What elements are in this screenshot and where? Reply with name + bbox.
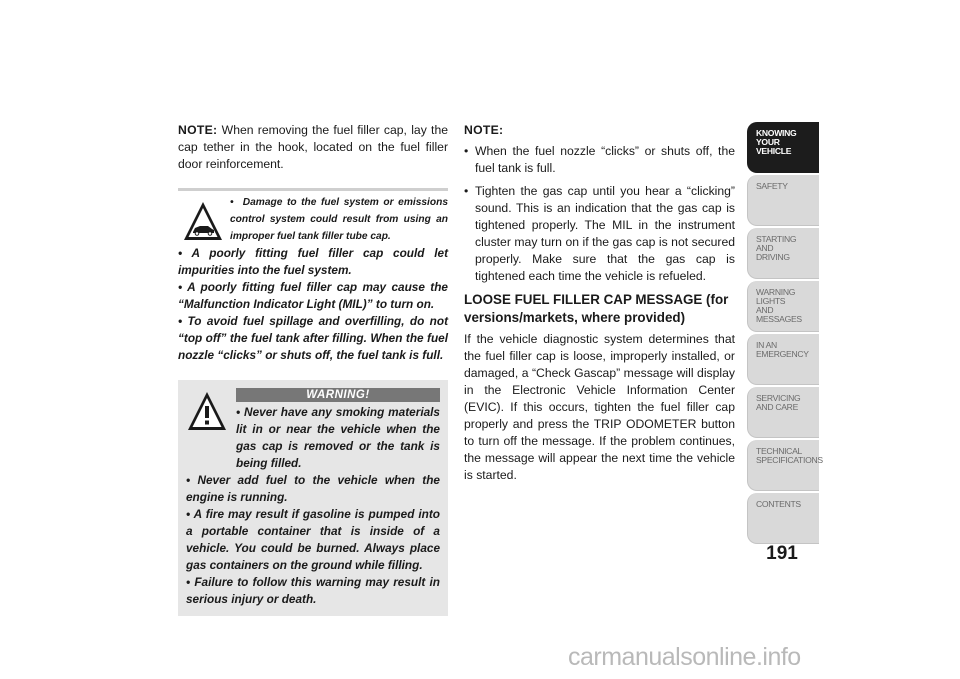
list-item: • Tighten the gas cap until you hear a “clicking” sound. This is an indication that the gas cap is tightened properly. The MIL in the instrument cluster may turn on if the gas cap is not secured properly. Make sure that the gas cap is tightened each time the vehicle is refueled. bbox=[464, 184, 735, 283]
chapter-tabs bbox=[747, 122, 823, 546]
caution-header bbox=[178, 188, 448, 245]
warning-first-item: • Never have any smoking materials lit in or near the vehicle when the gas cap is removed or the tank is being filled. bbox=[236, 405, 440, 470]
warning-item: • A fire may result if gasoline is pumped into a portable container that is inside of a vehicle. You could be burned. Always place gas containers on the ground while filling. bbox=[186, 507, 440, 572]
caution-car-warning-icon bbox=[182, 200, 224, 242]
tab-knowing-your-vehicle[interactable]: KNOWING YOUR VEHICLE bbox=[747, 122, 819, 173]
tab-in-an-emergency[interactable]: IN AN EMERGENCY bbox=[747, 334, 819, 385]
note-label: NOTE: bbox=[178, 123, 218, 137]
page-number: 191 bbox=[766, 543, 798, 564]
warning-item: • Never add fuel to the vehicle when the engine is running. bbox=[186, 473, 440, 504]
warning-item: • Failure to follow this warning may result in serious injury or death. bbox=[186, 575, 441, 606]
note-bullet-list bbox=[464, 143, 735, 285]
right-column bbox=[464, 122, 735, 484]
warning-block bbox=[178, 380, 448, 616]
left-column bbox=[178, 122, 448, 616]
list-item: • When the fuel nozzle “clicks” or shuts off, the fuel tank is full. bbox=[464, 144, 735, 175]
caution-item: • A poorly fitting fuel filler cap could let impurities into the fuel system. bbox=[178, 246, 448, 277]
note-text: When removing the fuel filler cap, lay the cap tether in the hook, located on the fuel filler door reinforcement. bbox=[178, 123, 448, 171]
tab-starting-and-driving[interactable]: STARTING AND DRIVING bbox=[747, 228, 819, 279]
warning-exclamation-icon bbox=[186, 390, 228, 432]
caution-item: • To avoid fuel spillage and overfilling, do not “top off” the fuel tank after filling. When the fuel nozzle “clicks” or shuts off, the fuel tank is full. bbox=[178, 314, 448, 362]
note-heading: NOTE: bbox=[464, 123, 504, 137]
warning-title: WARNING! bbox=[236, 388, 440, 402]
tab-contents[interactable]: CONTENTS bbox=[747, 493, 819, 544]
caution-first-item: • Damage to the fuel system or emissions control system could result from using an improper fuel tank filler tube cap. bbox=[230, 197, 448, 242]
caution-block bbox=[178, 188, 448, 364]
section-heading: LOOSE FUEL FILLER CAP MESSAGE (for versions/markets, where provided) bbox=[464, 292, 729, 325]
section-paragraph: If the vehicle diagnostic system determines that the fuel filler cap is loose, improperly installed, or damaged, a “Check Gascap” message will display in the Electronic Vehicle Information Center (EVIC). If this occurs, tighten the fuel filler cap properly and press the TRIP ODOMETER button to turn off the message. If the problem continues, the message will appear the next time the vehicle is started. bbox=[464, 332, 735, 482]
watermark: carmanualsonline.info bbox=[568, 643, 801, 671]
note-paragraph bbox=[178, 122, 448, 173]
tab-safety[interactable]: SAFETY bbox=[747, 175, 819, 226]
tab-servicing-and-care[interactable]: SERVICING AND CARE bbox=[747, 387, 819, 438]
caution-item: • A poorly fitting fuel filler cap may cause the “Malfunction Indicator Light (MIL)” to turn on. bbox=[178, 280, 448, 311]
tab-warning-lights-and-messages[interactable]: WARNING LIGHTS AND MESSAGES bbox=[747, 281, 819, 332]
tab-technical-specifications[interactable]: TECHNICAL SPECIFICATIONS bbox=[747, 440, 819, 491]
